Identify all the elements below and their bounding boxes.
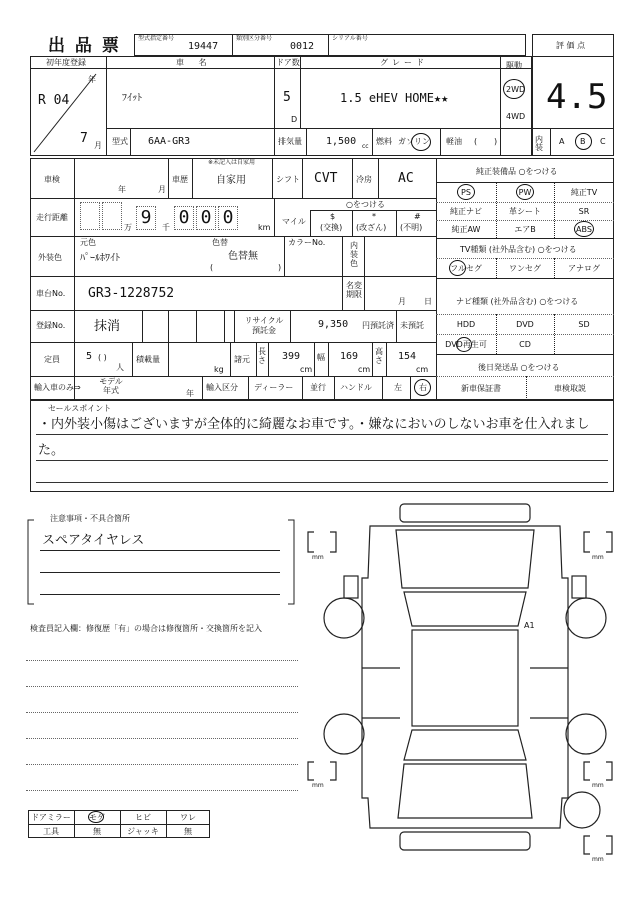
grade-label: グレード (380, 58, 428, 67)
mileage-km: km (258, 223, 271, 232)
handle-right: 右 (419, 383, 427, 392)
fuel-gasoline: ガソリン (398, 137, 430, 146)
acc-mirror-moge: モゲ (89, 812, 105, 822)
equip-leather: 革シート (509, 206, 541, 216)
capacity-label: 定員 (44, 355, 60, 364)
equip-navi: 純正ナビ (450, 206, 482, 216)
height-label: 高さ (375, 347, 383, 365)
height-value: 154 (398, 351, 417, 362)
month-unit: 月 (94, 141, 102, 150)
repaint-label: 色替 (212, 238, 228, 247)
car-diagram (300, 498, 630, 878)
mm-rear-right: mm (592, 782, 604, 789)
model-year-label: モデル年式 (99, 377, 123, 395)
interior-b: B (580, 137, 586, 146)
import-label: 輸入車のみ⇒ (34, 383, 81, 392)
handle-left: 左 (394, 383, 402, 392)
navi-dvd-play-circle (456, 337, 472, 352)
tv-fullseg: フルセグ (450, 263, 482, 273)
registration-label: 登録No. (36, 321, 66, 330)
mileage-digits (80, 202, 270, 232)
acc-moge-circle (88, 811, 104, 823)
tv-oneseg: ワンセグ (509, 263, 541, 273)
serial-label: シリアル番号 (332, 35, 368, 42)
notes-text: スペアタイヤレス (42, 533, 145, 548)
width-cm: cm (358, 365, 371, 374)
acc-mirror-crack: ヒビ (135, 812, 151, 822)
mileage-digit-6: 0 (218, 206, 238, 230)
first-reg-label: 初年度登録 (46, 58, 86, 67)
handle-label: ハンドル (340, 383, 372, 392)
chassis-label: 車台No. (36, 289, 66, 298)
recycle-none: 未預託 (400, 321, 424, 330)
category-label: 類別区分番号 (236, 35, 273, 42)
navi-hdd: HDD (456, 319, 476, 329)
history-label: 車歴 (172, 175, 188, 184)
recycle-label: リサイクル預託金 (244, 316, 284, 335)
sales-block (30, 400, 614, 492)
history-value: 自家用 (216, 175, 246, 186)
mm-front-left: mm (312, 554, 324, 561)
name-change-month: 月 (398, 297, 406, 306)
model-year-unit: 年 (186, 389, 194, 398)
length-label: 長さ (258, 347, 266, 365)
displacement-label: 排気量 (278, 137, 302, 146)
capacity-value: 5 (86, 351, 93, 362)
displacement: 1,500 (326, 136, 357, 147)
acc-mirror-label: ドアミラー (31, 812, 71, 822)
interior-c: C (600, 137, 606, 146)
form-title: 出 品 票 (48, 36, 121, 56)
name-label: 車 名 (176, 58, 213, 67)
later-manual: 車検取説 (554, 383, 586, 393)
equipment-title: 純正装備品 ○をつける (476, 167, 558, 176)
mileage-digit-5: 0 (196, 206, 216, 230)
grade: 1.5 eHEV HOME★★ (340, 91, 449, 105)
width-value: 169 (340, 351, 359, 362)
length-cm: cm (300, 365, 313, 374)
notes-label: 注意事項・不具合箇所 (50, 514, 130, 523)
rating-value: 4.5 (546, 77, 608, 117)
equip-ps: PS (461, 187, 471, 197)
equip-aw: 純正AW (451, 224, 481, 234)
acc-tools-value: 無 (93, 826, 101, 836)
mileage-label: 走行距離 (36, 213, 68, 222)
mileage-mile: マイル (282, 217, 306, 226)
mark-unknown: (不明) (400, 223, 423, 232)
navi-dvd-play: DVD再生可 (445, 339, 487, 349)
mileage-sen: 千 (162, 223, 170, 232)
sales-line-1: ・内外装小傷はございますが全体的に綺麗なお車です。・嫌なにおいのしないお車を仕入れまし (38, 417, 590, 432)
length-value: 399 (282, 351, 301, 362)
mark-exchange: (交換) (320, 223, 343, 232)
navi-title: ナビ種類 (社外品含む) ○をつける (456, 297, 579, 306)
mileage-digit-4: 0 (174, 206, 194, 230)
interior-label: 内装 (535, 135, 543, 152)
later-title: 後日発送品 ○をつける (478, 363, 560, 372)
tv-analog: アナログ (568, 263, 600, 273)
inspection-label: 車検 (44, 175, 60, 184)
sales-label: セールスポイント (48, 404, 112, 413)
acc-tools-label: 工具 (43, 826, 59, 836)
interior-a: A (559, 137, 565, 146)
mileage-man: 万 (124, 223, 132, 232)
navi-cd: CD (519, 339, 531, 349)
mark-hash: # (414, 212, 421, 221)
repaint-value: 色替無 (228, 251, 258, 262)
mm-front-right: mm (592, 554, 604, 561)
doors-label: ドア数 (276, 58, 300, 67)
registration-value: 抹消 (94, 319, 121, 334)
interior-b-circle (575, 133, 592, 150)
category-number: 0012 (290, 41, 315, 52)
ac-value: AC (398, 171, 414, 186)
equip-tv: 純正TV (570, 187, 598, 197)
tv-title: TV種類 (社外品含む) ○をつける (460, 245, 577, 254)
load-label: 積載量 (136, 355, 160, 364)
later-warranty: 新車保証書 (461, 383, 501, 393)
acc-jack-label: ジャッキ (127, 826, 159, 836)
equip-pw-circle (516, 184, 534, 200)
inspection-year-unit: 年 (118, 185, 126, 194)
model-spec-label: 型式指定番号 (138, 35, 175, 42)
mm-rear-left: mm (312, 782, 324, 789)
history-note: ※未記入は自家用 (208, 159, 256, 166)
original-color-label: 元色 (80, 238, 96, 247)
ac-label: 冷房 (356, 175, 372, 184)
equip-ps-circle (457, 184, 475, 200)
load-kg: kg (214, 365, 224, 374)
model-spec-number: 19447 (188, 41, 219, 52)
fuel-label: 燃料 (376, 137, 392, 146)
navi-sd: SD (578, 319, 590, 329)
shift-value: CVT (314, 171, 338, 186)
mark-modified: (改ざん) (356, 223, 387, 232)
capacity-paren: ( ) (98, 353, 107, 362)
first-reg-year: R 04 (38, 93, 70, 108)
first-reg-month: 7 (80, 131, 88, 146)
mileage-digit-3: 9 (136, 206, 156, 230)
shift-label: シフト (276, 175, 300, 184)
equip-sr: SR (578, 206, 590, 216)
equip-airbag: エアB (514, 224, 536, 234)
drive-2wd-circle (503, 79, 525, 99)
width-label: 幅 (317, 353, 325, 362)
year-unit: 年 (88, 75, 96, 84)
equip-abs-circle (574, 221, 594, 237)
inspector-label: 検査員記入欄：修復歴「有」の場合は修復箇所・交換箇所を記入 (30, 624, 262, 633)
fuel-diesel: 軽油 (446, 137, 462, 146)
drive-2wd: 2WD (506, 85, 526, 94)
door-type: D (291, 115, 298, 124)
equip-pw: PW (518, 187, 532, 197)
handle-right-circle (414, 379, 431, 396)
capacity-unit: 人 (116, 363, 124, 372)
name-change-day: 日 (424, 297, 432, 306)
chassis-number: GR3-1228752 (88, 286, 175, 301)
exterior-label: 外装色 (38, 253, 62, 262)
diagram-mark: A1 (524, 621, 535, 630)
type-label: 型式 (112, 137, 128, 146)
import-dealer: ディーラー (254, 383, 294, 392)
acc-mirror-broken: ワレ (180, 812, 196, 822)
tv-fullseg-circle (449, 260, 466, 276)
acc-jack-value: 無 (184, 826, 192, 836)
navi-dvd: DVD (516, 319, 534, 329)
inspection-month-unit: 月 (158, 185, 166, 194)
cc-unit: cc (362, 143, 369, 150)
color-no-label: カラーNo. (288, 238, 326, 247)
height-cm: cm (416, 365, 429, 374)
recycle-amount: 9,350 (318, 319, 349, 330)
door-count: 5 (283, 90, 291, 105)
name-change-label: 名変期限 (346, 281, 362, 299)
recycle-unit: 円預託済 (362, 321, 394, 330)
drive-4wd: 4WD (506, 112, 526, 121)
rating-label: 評 価 点 (556, 41, 586, 50)
fuel-circle (411, 133, 431, 151)
dims-label: 諸元 (234, 355, 250, 364)
mark-dollar: $ (330, 212, 336, 221)
import-parallel: 並行 (310, 383, 326, 392)
interior-color-label: 内装色 (350, 241, 358, 268)
mark-star: * (372, 212, 376, 221)
mm-spare: mm (592, 856, 604, 863)
drive-label: 駆動 (506, 61, 522, 70)
original-color: ﾊﾟｰﾙﾎﾜｲﾄ (80, 253, 120, 264)
mark-title: ○をつける (346, 200, 385, 209)
vehicle-type: 6AA-GR3 (148, 136, 191, 147)
import-class-label: 輸入区分 (206, 383, 238, 392)
car-name: ﾌｲｯﾄ (122, 93, 142, 104)
equip-abs: ABS (576, 224, 592, 234)
sales-line-2: た。 (38, 443, 65, 458)
